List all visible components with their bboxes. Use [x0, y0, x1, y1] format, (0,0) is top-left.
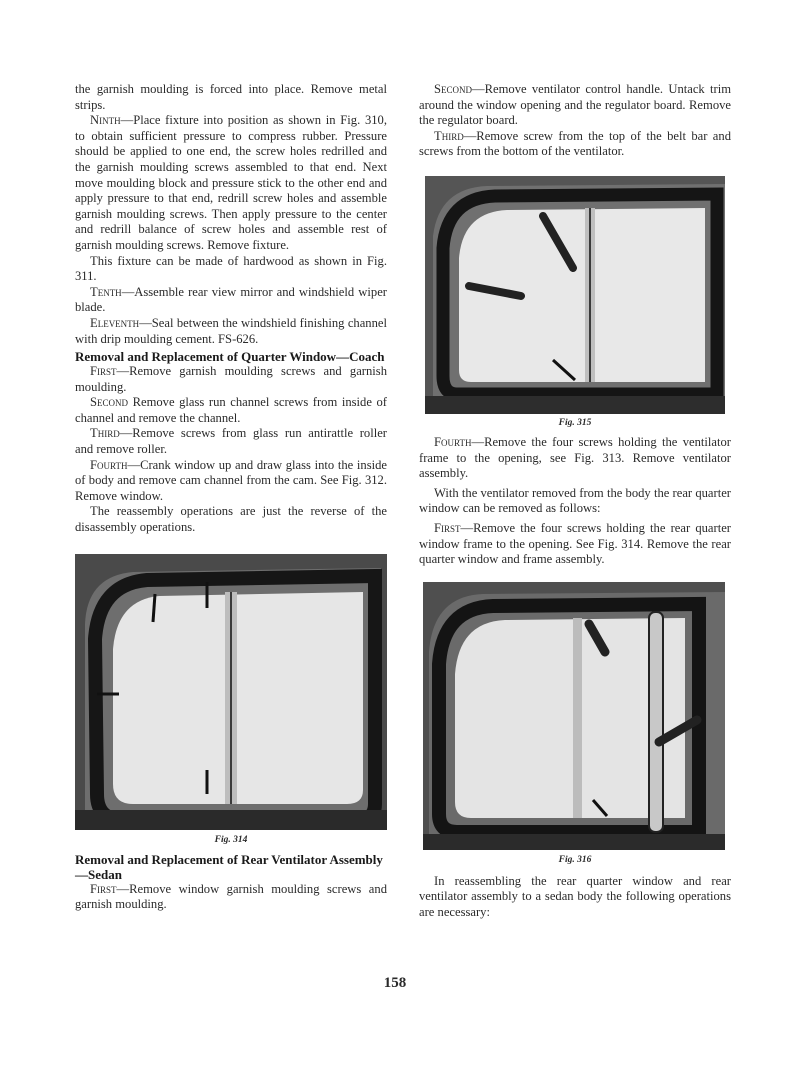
step-label: Second — [90, 395, 129, 410]
step-coach-second — [75, 395, 387, 426]
window-frame-illustration — [75, 554, 387, 830]
figure-315-photo — [425, 176, 725, 414]
step-text: —Crank window up and draw glass into the inside of body and remove cam channel from the cam. See Fig. 312. Remove window. — [75, 457, 387, 503]
step-second — [419, 82, 731, 129]
step-text: —Remove screw from the top of the belt bar and screws from the bottom of the ventilator. — [419, 128, 731, 159]
quarter-window-illustration — [423, 582, 725, 850]
ventilator-window-illustration — [425, 176, 725, 414]
step-coach-third — [75, 426, 387, 457]
figure-316 — [419, 582, 731, 866]
right-column — [419, 82, 731, 921]
step-label: Third — [434, 128, 464, 143]
step-text: —Remove ventilator control handle. Untack trim around the window opening and the regulator board. Remove the regulator board. — [419, 82, 731, 128]
step-sedan-first — [75, 882, 387, 913]
figure-314-photo — [75, 554, 387, 830]
step-text: —Seal between the windshield finishing channel with drip moulding cement. FS-626. — [75, 315, 387, 346]
step-coach-fourth — [75, 458, 387, 505]
step-label: Second — [434, 82, 473, 96]
step-text: —Remove the four screws holding the rear quarter window frame to the opening. See Fig. 314. Remove the rear quarter window and frame assembly. — [419, 520, 731, 567]
figure-315 — [419, 176, 731, 429]
step-label: Fourth — [434, 434, 472, 449]
section-heading-coach: Removal and Replacement of Quarter Window—Coach — [75, 349, 385, 365]
step-quarter-first — [419, 521, 731, 568]
step-label: Third — [90, 426, 120, 441]
step-label: Tenth — [90, 284, 122, 299]
step-ninth — [75, 113, 387, 253]
step-text: —Remove screws from glass run antirattle roller and remove roller. — [75, 426, 387, 457]
step-text: —Place fixture into position as shown in Fig. 310, to obtain sufficient pressure to compress rubber. Pressure should be applied to one end, the screw holes redrilled and the garnish moulding screws assembled to that end. Next move moulding block and pressure stick to the other end and apply pressure to that end, redrill screw holes and assemble garnish moulding screws. Then apply pressure to the center and redrill balance of screw holes and assemble rest of garnish moulding screws. Remove fixture. — [75, 113, 387, 252]
step-text: —Remove the four screws holding the ventilator frame to the opening, see Fig. 313. Remove ventilator assembly. — [419, 434, 731, 481]
step-label: First — [90, 881, 117, 896]
paragraph-garnish-forced: the garnish moulding is forced into place. Remove metal strips. — [75, 82, 387, 112]
step-eleventh — [75, 316, 387, 347]
step-text: —Assemble rear view mirror and windshield wiper blade. — [75, 284, 387, 315]
step-text: —Remove garnish moulding screws and garnish moulding. — [75, 364, 387, 394]
step-label: Ninth — [90, 113, 121, 128]
step-coach-first — [75, 364, 387, 395]
step-fourth — [419, 435, 731, 482]
figure-316-photo — [423, 582, 725, 850]
paragraph-reassembling: In reassembling the rear quarter window and rear ventilator assembly to a sedan body the following operations are necessary: — [419, 873, 731, 919]
left-column — [75, 82, 387, 913]
step-third — [419, 129, 731, 160]
step-text: Remove glass run channel screws from inside of channel and remove the channel. — [75, 395, 387, 425]
page-number: 158 — [383, 975, 407, 991]
step-label: First — [434, 520, 461, 535]
step-text: —Remove window garnish moulding screws and garnish moulding. — [75, 881, 387, 912]
paragraph-fixture: This fixture can be made of hardwood as shown in Fig. 311. — [75, 253, 387, 284]
figure-314-caption: Fig. 314 — [214, 834, 248, 845]
step-label: First — [90, 364, 117, 379]
paragraph-ventilator-removed: With the ventilator removed from the body the rear quarter window can be removed as follows: — [419, 485, 731, 516]
step-tenth — [75, 285, 387, 316]
step-label: Eleventh — [90, 315, 140, 330]
figure-316-caption: Fig. 316 — [558, 854, 592, 865]
step-label: Fourth — [90, 457, 128, 472]
figure-314 — [75, 554, 387, 846]
figure-315-caption: Fig. 315 — [558, 417, 592, 428]
section-heading-sedan: Removal and Replacement of Rear Ventilator Assembly—Sedan — [75, 851, 383, 882]
paragraph-reassembly: The reassembly operations are just the reverse of the disassembly operations. — [75, 504, 387, 535]
